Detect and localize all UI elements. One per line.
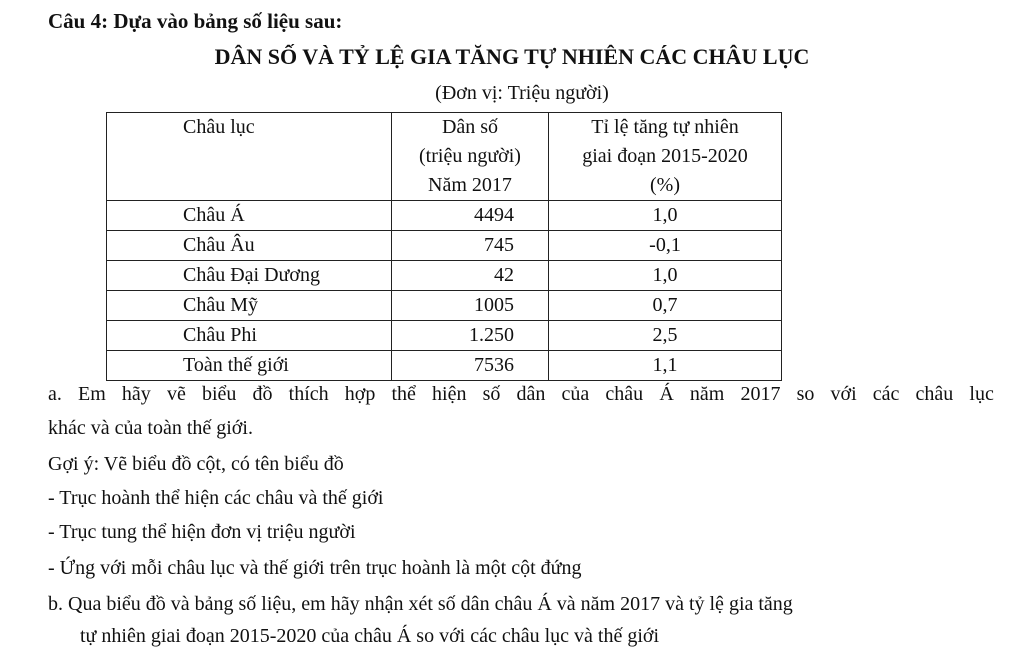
- part-a-word: Á: [659, 383, 674, 405]
- part-a-word: thích: [288, 383, 329, 405]
- cell-population: 745: [392, 231, 549, 261]
- part-a-word: Em: [78, 383, 106, 405]
- hint-item: - Ứng với mỗi châu lục và thế giới trên trục hoành là một cột đứng: [48, 557, 582, 579]
- cell-continent: Châu Phi: [107, 321, 392, 351]
- table-row: [107, 231, 782, 261]
- table-header-row: [107, 113, 782, 201]
- part-a-line-2: khác và của toàn thế giới.: [48, 417, 253, 439]
- cell-growth-rate: 1,1: [549, 351, 782, 381]
- header-growth-rate-line: Tỉ lệ tăng tự nhiên: [591, 116, 739, 138]
- part-a-word: dân: [516, 383, 546, 405]
- cell-growth-rate: -0,1: [549, 231, 782, 261]
- cell-population: 1.250: [392, 321, 549, 351]
- part-a-word: thể: [391, 383, 416, 405]
- header-growth-rate-line: (%): [650, 174, 680, 196]
- cell-population: 4494: [392, 201, 549, 231]
- part-a-word: lục: [969, 383, 994, 405]
- hint-item: - Trục tung thể hiện đơn vị triệu người: [48, 521, 356, 543]
- header-growth-rate-line: giai đoạn 2015-2020: [582, 145, 748, 167]
- part-a-word: biểu: [201, 383, 237, 405]
- part-a-word: vẽ: [166, 383, 186, 405]
- part-a-word: so: [796, 383, 815, 405]
- population-table-body: [107, 113, 782, 381]
- population-table: [106, 112, 782, 381]
- part-b-line-1: b. Qua biểu đồ và bảng số liệu, em hãy nhận xét số dân châu Á và năm 2017 và tỷ lệ gia tăng: [48, 593, 793, 615]
- table-row: [107, 261, 782, 291]
- table-title: DÂN SỐ VÀ TỶ LỆ GIA TĂNG TỰ NHIÊN CÁC CHÂU LỤC: [214, 44, 810, 69]
- part-a-word: với: [830, 383, 857, 405]
- part-a-word: hợp: [344, 383, 376, 405]
- part-b-line-2: tự nhiên giai đoạn 2015-2020 của châu Á so với các châu lục và thế giới: [80, 625, 660, 647]
- cell-continent: Châu Âu: [107, 231, 392, 261]
- part-a-line-1: [48, 378, 994, 410]
- table-row: [107, 351, 782, 381]
- cell-continent: Châu Mỹ: [107, 291, 392, 321]
- cell-population: 42: [392, 261, 549, 291]
- header-population-line: Năm 2017: [428, 174, 512, 196]
- cell-growth-rate: 2,5: [549, 321, 782, 351]
- table-row: [107, 321, 782, 351]
- cell-continent: Châu Á: [107, 201, 392, 231]
- table-row: [107, 201, 782, 231]
- part-a-word: năm: [689, 383, 725, 405]
- header-population: [392, 113, 549, 201]
- header-continent: Châu lục: [107, 113, 392, 201]
- header-population-line: Dân số: [441, 116, 499, 138]
- part-a-word: châu: [605, 383, 644, 405]
- part-a-word: châu: [915, 383, 954, 405]
- part-a-word: của: [561, 383, 590, 405]
- part-a-word: hãy: [121, 383, 151, 405]
- table-row: [107, 291, 782, 321]
- part-a-word: a.: [48, 383, 62, 405]
- header-growth-rate: [549, 113, 782, 201]
- cell-growth-rate: 0,7: [549, 291, 782, 321]
- cell-growth-rate: 1,0: [549, 261, 782, 291]
- cell-population: 1005: [392, 291, 549, 321]
- part-a-word: hiện: [432, 383, 467, 405]
- question-heading: Câu 4: Dựa vào bảng số liệu sau:: [48, 9, 343, 33]
- cell-continent: Châu Đại Dương: [107, 261, 392, 291]
- cell-growth-rate: 1,0: [549, 201, 782, 231]
- part-a-word: đồ: [252, 383, 273, 405]
- table-unit: (Đơn vị: Triệu người): [435, 82, 609, 104]
- part-a-word: 2017: [740, 383, 781, 405]
- hint-title: Gợi ý: Vẽ biểu đồ cột, có tên biểu đồ: [48, 453, 344, 475]
- cell-continent: Toàn thế giới: [107, 351, 392, 381]
- part-a-word: các: [872, 383, 900, 405]
- cell-population: 7536: [392, 351, 549, 381]
- part-a-word: số: [482, 383, 501, 405]
- hint-item: - Trục hoành thể hiện các châu và thế giới: [48, 487, 384, 509]
- header-population-line: (triệu người): [419, 145, 521, 167]
